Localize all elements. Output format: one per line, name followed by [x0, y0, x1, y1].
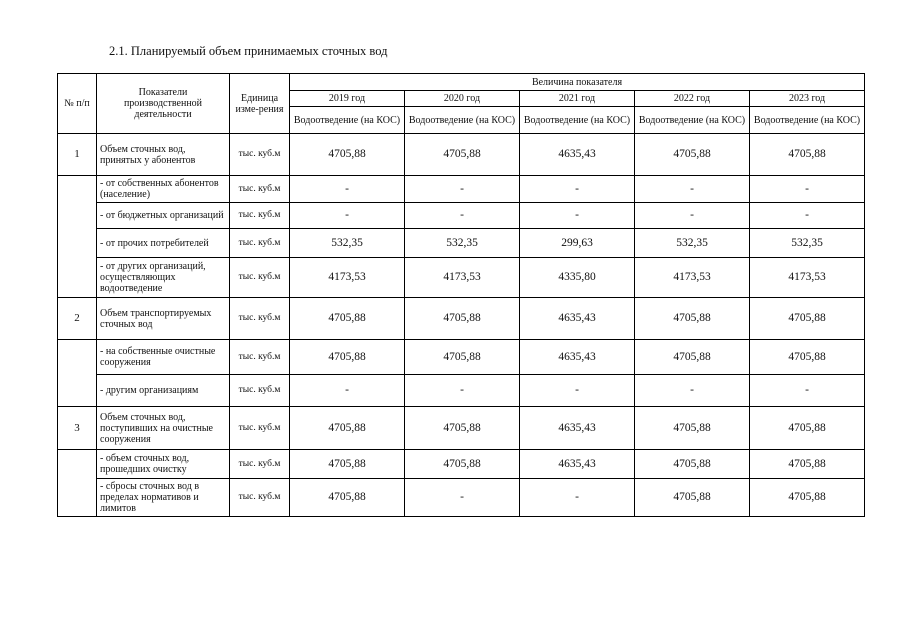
row-value: 4705,88 — [635, 134, 750, 176]
row-value: - — [635, 375, 750, 407]
row-value: - — [520, 479, 635, 517]
row-number: 2 — [58, 298, 97, 340]
header-value-group: Величина показателя — [290, 74, 865, 91]
row-label: - от собственных абонентов (население) — [97, 176, 230, 203]
row-value: 4705,88 — [750, 450, 865, 479]
row-value: 4705,88 — [750, 134, 865, 176]
row-unit: тыс. куб.м — [230, 229, 290, 258]
wastewater-table — [57, 73, 865, 517]
header-sub: Водоотведение (на КОС) — [405, 107, 520, 134]
row-value: - — [405, 176, 520, 203]
row-value: - — [750, 203, 865, 229]
row-value: 4705,88 — [290, 340, 405, 375]
row-value: 4705,88 — [405, 298, 520, 340]
header-sub: Водоотведение (на КОС) — [290, 107, 405, 134]
row-value: 4705,88 — [405, 340, 520, 375]
row-value: - — [290, 176, 405, 203]
row-value: 4705,88 — [290, 134, 405, 176]
row-label: - от бюджетных организаций — [97, 203, 230, 229]
table-row — [58, 407, 865, 450]
row-value: 4705,88 — [635, 479, 750, 517]
table-row — [58, 375, 865, 407]
row-label: - от других организаций, осуществляющих водоотведение — [97, 258, 230, 298]
row-number — [58, 340, 97, 407]
row-value: 4705,88 — [290, 298, 405, 340]
row-value: - — [635, 176, 750, 203]
header-unit: Единица изме-рения — [230, 74, 290, 134]
row-value: 4705,88 — [290, 479, 405, 517]
row-value: 4705,88 — [635, 407, 750, 450]
row-value: - — [750, 375, 865, 407]
row-value: - — [290, 203, 405, 229]
header-no: № п/п — [58, 74, 97, 134]
row-value: - — [405, 479, 520, 517]
row-value: 4705,88 — [405, 134, 520, 176]
row-value: 4705,88 — [635, 450, 750, 479]
row-value: - — [750, 176, 865, 203]
row-value: 4705,88 — [750, 407, 865, 450]
document-title: 2.1. Планируемый объем принимаемых сточных вод — [109, 44, 388, 58]
row-label: Объем сточных вод, поступивших на очистные сооружения — [97, 407, 230, 450]
header-sub: Водоотведение (на КОС) — [520, 107, 635, 134]
row-unit: тыс. куб.м — [230, 375, 290, 407]
row-value: 4173,53 — [290, 258, 405, 298]
row-unit: тыс. куб.м — [230, 176, 290, 203]
row-unit: тыс. куб.м — [230, 407, 290, 450]
table-row — [58, 134, 865, 176]
row-value: 4335,80 — [520, 258, 635, 298]
row-label: - на собственные очистные сооружения — [97, 340, 230, 375]
row-value: 4173,53 — [750, 258, 865, 298]
row-value: 4705,88 — [405, 450, 520, 479]
row-value: - — [520, 176, 635, 203]
row-value: 4705,88 — [290, 450, 405, 479]
row-value: 299,63 — [520, 229, 635, 258]
row-value: - — [290, 375, 405, 407]
row-value: - — [635, 203, 750, 229]
table-row — [58, 258, 865, 298]
header-sub: Водоотведение (на КОС) — [750, 107, 865, 134]
table-row — [58, 340, 865, 375]
header-sub: Водоотведение (на КОС) — [635, 107, 750, 134]
row-value: 4705,88 — [405, 407, 520, 450]
table-row — [58, 229, 865, 258]
row-value: 4635,43 — [520, 134, 635, 176]
row-value: - — [405, 203, 520, 229]
row-value: 532,35 — [290, 229, 405, 258]
row-value: 4635,43 — [520, 298, 635, 340]
row-label: Объем транспортируемых сточных вод — [97, 298, 230, 340]
row-value: 4173,53 — [635, 258, 750, 298]
row-value: 4705,88 — [750, 340, 865, 375]
row-label: - объем сточных вод, прошедших очистку — [97, 450, 230, 479]
table-row — [58, 176, 865, 203]
row-unit: тыс. куб.м — [230, 479, 290, 517]
row-value: 4635,43 — [520, 407, 635, 450]
row-value: 4635,43 — [520, 450, 635, 479]
table-row — [58, 203, 865, 229]
header-year: 2019 год — [290, 91, 405, 107]
row-number — [58, 176, 97, 298]
row-unit: тыс. куб.м — [230, 203, 290, 229]
row-number — [58, 450, 97, 517]
row-value: - — [520, 203, 635, 229]
row-value: 532,35 — [750, 229, 865, 258]
row-value: 4705,88 — [635, 298, 750, 340]
row-value: 4705,88 — [750, 298, 865, 340]
row-unit: тыс. куб.м — [230, 258, 290, 298]
row-value: 4705,88 — [290, 407, 405, 450]
row-number: 1 — [58, 134, 97, 176]
table-row — [58, 450, 865, 479]
row-value: - — [405, 375, 520, 407]
row-label: Объем сточных вод, принятых у абонентов — [97, 134, 230, 176]
table-row — [58, 479, 865, 517]
header-year: 2021 год — [520, 91, 635, 107]
header-year: 2023 год — [750, 91, 865, 107]
row-value: - — [520, 375, 635, 407]
header-year: 2020 год — [405, 91, 520, 107]
row-unit: тыс. куб.м — [230, 134, 290, 176]
row-value: 4173,53 — [405, 258, 520, 298]
row-unit: тыс. куб.м — [230, 450, 290, 479]
row-label: - другим организациям — [97, 375, 230, 407]
row-value: 4705,88 — [750, 479, 865, 517]
row-value: 532,35 — [405, 229, 520, 258]
header-year: 2022 год — [635, 91, 750, 107]
row-unit: тыс. куб.м — [230, 340, 290, 375]
table-row — [58, 298, 865, 340]
row-unit: тыс. куб.м — [230, 298, 290, 340]
row-label: - от прочих потребителей — [97, 229, 230, 258]
row-number: 3 — [58, 407, 97, 450]
row-label: - сбросы сточных вод в пределах нормативов и лимитов — [97, 479, 230, 517]
row-value: 4635,43 — [520, 340, 635, 375]
row-value: 4705,88 — [635, 340, 750, 375]
row-value: 532,35 — [635, 229, 750, 258]
header-indicators: Показатели производственной деятельности — [97, 74, 230, 134]
